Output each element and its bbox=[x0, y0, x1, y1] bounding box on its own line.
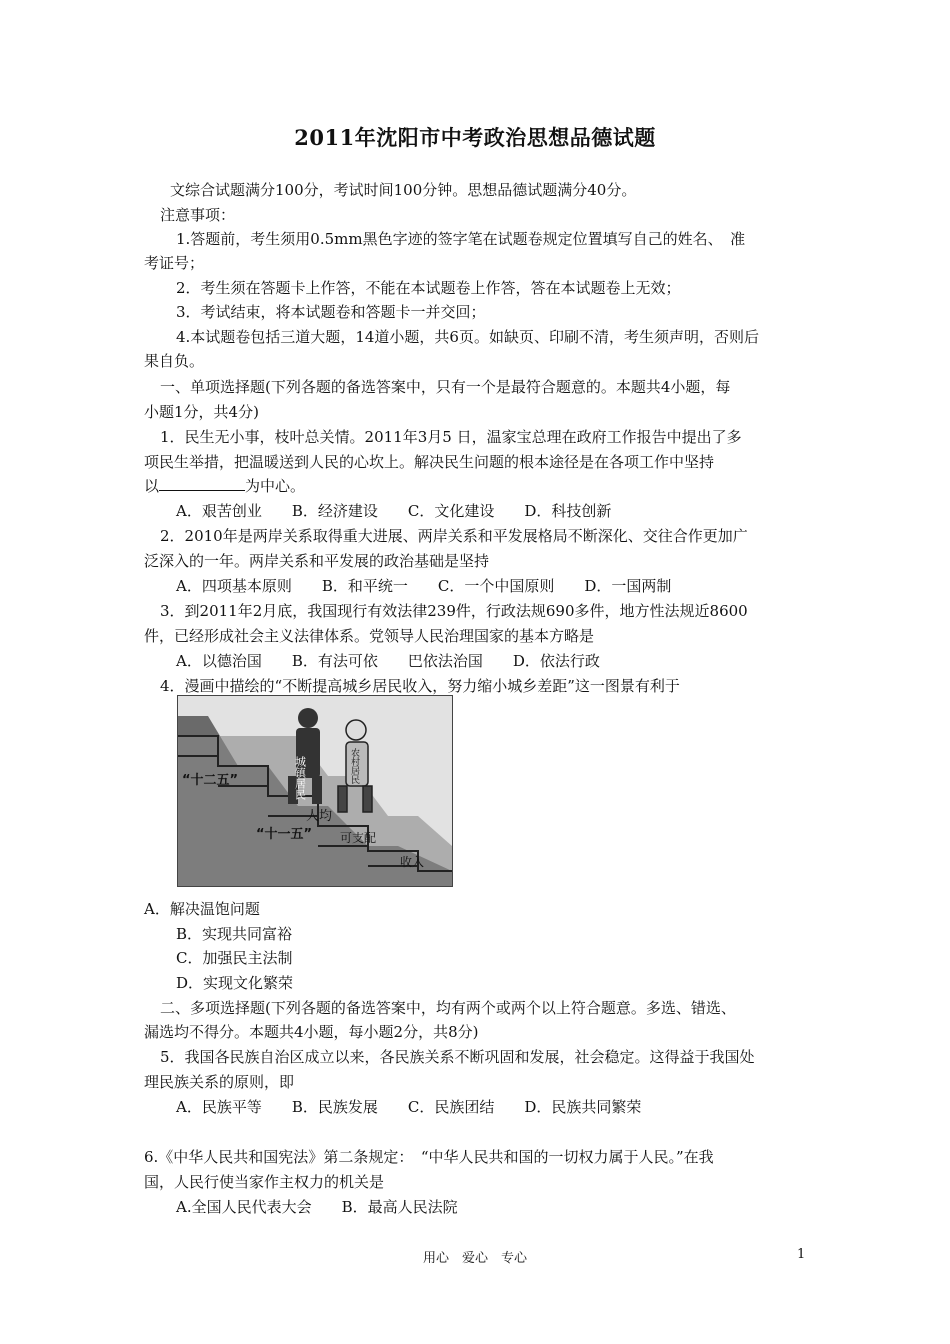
page-number: 1 bbox=[797, 1247, 806, 1262]
comic-step-label: 可支配 bbox=[340, 831, 377, 845]
option-b: B．和平统一 bbox=[321, 577, 408, 595]
question-1-suffix: 为中心。 bbox=[245, 477, 306, 495]
question-5-cont: 理民族关系的原则，即 bbox=[144, 1073, 295, 1091]
comic-figure-label-right: 农村居民 bbox=[349, 748, 359, 784]
answer-blank bbox=[159, 476, 245, 491]
option-c: C．民族团结 bbox=[407, 1098, 495, 1116]
question-6: 6.《中华人民共和国宪法》第二条规定： “中华人民共和国的一切权力属于人民。”在我 bbox=[144, 1148, 714, 1166]
staircase-comic bbox=[178, 696, 452, 886]
option-b: B．经济建设 bbox=[291, 502, 378, 520]
option-b: B．有法可依 bbox=[291, 652, 378, 670]
question-1-cont: 项民生举措，把温暖送到人民的心坎上。解决民生问题的根本途径是在各项工作中坚持 bbox=[144, 453, 715, 471]
comic-step-label: 人均 bbox=[306, 809, 333, 824]
option-d: D．依法行政 bbox=[512, 652, 600, 670]
option-a: A．以德治国 bbox=[176, 652, 262, 670]
question-3: 3．到2011年2月底，我国现行有效法律239件，行政法规690多件，地方性法规近8600 bbox=[160, 602, 748, 620]
note-4: 4.本试题卷包括三道大题，14道小题，共6页。如缺页、印刷不清，考生须声明，否则后 bbox=[176, 328, 759, 346]
option-a: A．艰苦创业 bbox=[176, 502, 262, 520]
note-4-cont: 果自负。 bbox=[144, 352, 205, 370]
question-4-option-b: B．实现共同富裕 bbox=[176, 925, 293, 943]
section-2-heading-cont: 漏选均不得分。本题共4小题，每小题2分，共8分) bbox=[144, 1023, 479, 1041]
comic-illustration bbox=[177, 695, 453, 887]
note-1-cont: 考证号； bbox=[144, 254, 205, 272]
note-2: 2．考生须在答题卡上作答，不能在本试题卷上作答，答在本试题卷上无效； bbox=[176, 279, 681, 297]
page-title: 2011年沈阳市中考政治思想品德试题 bbox=[294, 125, 656, 150]
question-2-options bbox=[176, 576, 701, 596]
question-4-option-d: D．实现文化繁荣 bbox=[176, 974, 294, 992]
option-c: 巴依法治国 bbox=[407, 652, 483, 670]
option-d: D．科技创新 bbox=[524, 502, 612, 520]
note-3: 3．考试结束，将本试题卷和答题卡一并交回； bbox=[176, 303, 486, 321]
question-1-blank-line bbox=[144, 476, 305, 496]
note-1: 1.答题前，考生须用0.5mm黑色字迹的签字笔在试题卷规定位置填写自己的姓名、 准 bbox=[176, 230, 746, 248]
option-b: B．民族发展 bbox=[291, 1098, 378, 1116]
question-6-options bbox=[176, 1197, 488, 1217]
question-1-options bbox=[176, 501, 641, 521]
option-a: A．民族平等 bbox=[176, 1098, 262, 1116]
comic-step-label: 收入 bbox=[400, 855, 425, 869]
question-2-cont: 泛深入的一年。两岸关系和平发展的政治基础是坚持 bbox=[144, 552, 490, 570]
option-a: A．四项基本原则 bbox=[176, 577, 292, 595]
question-3-options bbox=[176, 651, 630, 671]
question-4-option-a: A．解决温饱问题 bbox=[144, 900, 260, 918]
option-c: C．一个中国原则 bbox=[437, 577, 555, 595]
question-5-options bbox=[176, 1097, 671, 1117]
notes-heading: 注意事项： bbox=[160, 206, 236, 224]
question-4-option-c: C．加强民主法制 bbox=[176, 949, 293, 967]
footer-text: 用心 爱心 专心 bbox=[422, 1251, 527, 1266]
intro-line: 文综合试题满分100分，考试时间100分钟。思想品德试题满分40分。 bbox=[170, 181, 637, 199]
comic-step-label: “十一五” bbox=[256, 827, 313, 842]
question-3-cont: 件，已经形成社会主义法律体系。党领导人民治理国家的基本方略是 bbox=[144, 627, 595, 645]
section-1-heading-cont: 小题1分，共4分) bbox=[144, 403, 259, 421]
question-1: 1．民生无小事，枝叶总关情。2011年3月5 日，温家宝总理在政府工作报告中提出了多 bbox=[160, 428, 742, 446]
question-2: 2．2010年是两岸关系取得重大进展、两岸关系和平发展格局不断深化、交往合作更加广 bbox=[160, 527, 748, 545]
option-d: D．一国两制 bbox=[584, 577, 672, 595]
option-c: C．文化建设 bbox=[407, 502, 495, 520]
option-d: D．民族共同繁荣 bbox=[524, 1098, 642, 1116]
question-4: 4．漫画中描绘的“不断提高城乡居民收入，努力缩小城乡差距”这一图景有利于 bbox=[160, 677, 680, 695]
question-1-prefix: 以 bbox=[144, 477, 160, 495]
question-5: 5．我国各民族自治区成立以来，各民族关系不断巩固和发展，社会稳定。这得益于我国处 bbox=[160, 1048, 755, 1066]
option-a: A.全国人民代表大会 bbox=[176, 1198, 312, 1216]
section-1-heading: 一、单项选择题(下列各题的备选答案中，只有一个是最符合题意的。本题共4小题，每 bbox=[160, 378, 731, 396]
option-b: B．最高人民法院 bbox=[341, 1198, 458, 1216]
question-6-cont: 国，人民行使当家作主权力的机关是 bbox=[144, 1173, 385, 1191]
section-2-heading: 二、多项选择题(下列各题的备选答案中，均有两个或两个以上符合题意。多选、错选、 bbox=[160, 999, 736, 1017]
comic-step-label: “十二五” bbox=[182, 773, 239, 788]
comic-figure-label-left: 城镇居民 bbox=[293, 756, 307, 800]
